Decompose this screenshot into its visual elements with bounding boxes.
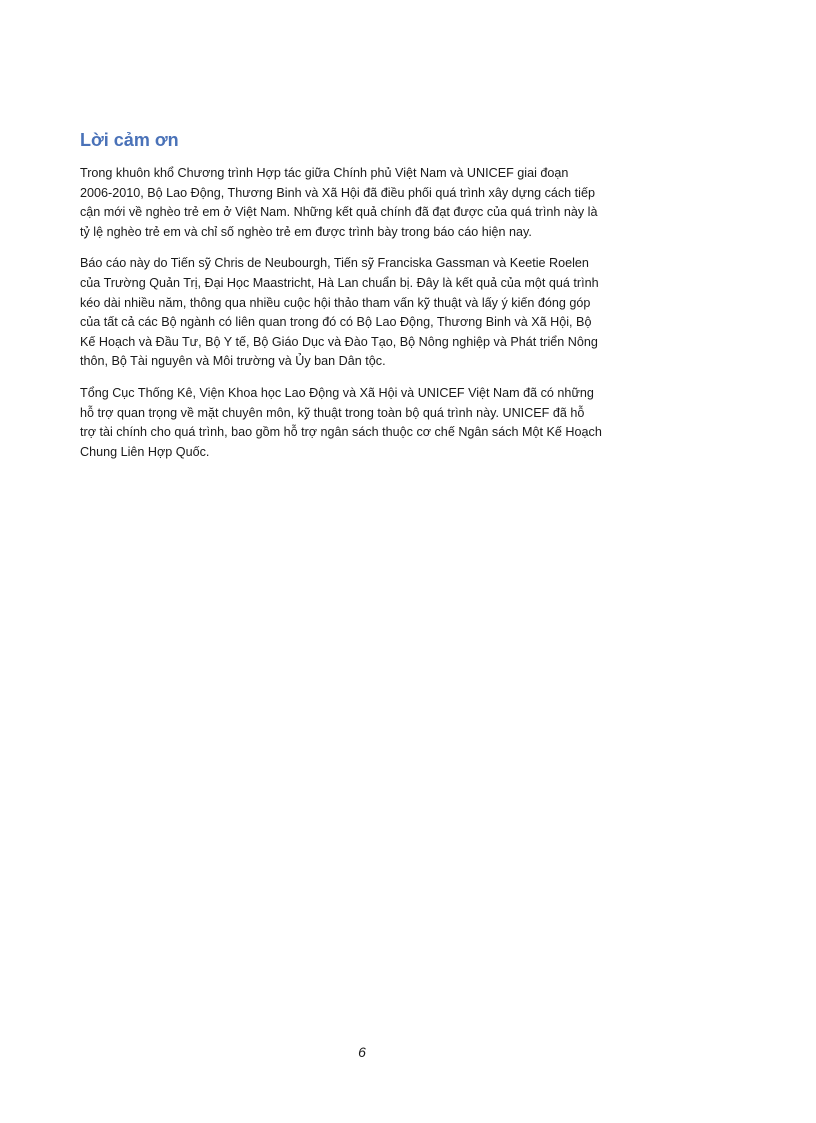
paragraph-line: kéo dài nhiều năm, thông qua nhiều cuộc hội thảo tham vấn kỹ thuật và lấy ý kiến đóng góp [80, 295, 591, 310]
paragraph-line: Tổng Cục Thống Kê, Viện Khoa học Lao Động và Xã Hội và UNICEF Việt Nam đã có những [80, 385, 594, 400]
paragraph-line: 2006-2010, Bộ Lao Động, Thương Binh và Xã Hội đã điều phối quá trình xây dựng cách tiếp [80, 185, 595, 200]
paragraph-3 [80, 384, 650, 462]
paragraph-line: Kế Hoạch và Đầu Tư, Bộ Y tế, Bộ Giáo Dục và Đào Tạo, Bộ Nông nghiệp và Phát triển Nông [80, 334, 598, 349]
paragraph-line: Báo cáo này do Tiến sỹ Chris de Neubourgh, Tiến sỹ Franciska Gassman và Keetie Roelen [80, 256, 589, 271]
paragraph-line: của Trường Quản Trị, Đại Học Maastricht, Hà Lan chuẩn bị. Đây là kết quả của một quá trình [80, 275, 599, 290]
paragraph-2 [80, 254, 650, 372]
paragraph-line: Trong khuôn khổ Chương trình Hợp tác giữa Chính phủ Việt Nam và UNICEF giai đoạn [80, 166, 569, 180]
paragraph-1 [80, 164, 650, 242]
page-number: 6 [358, 1044, 366, 1060]
paragraph-line: thôn, Bộ Tài nguyên và Môi trường và Ủy ban Dân tộc. [80, 354, 386, 369]
paragraph-line: hỗ trợ quan trọng về mặt chuyên môn, kỹ thuật trong toàn bộ quá trình này. UNICEF đã hỗ [80, 405, 585, 420]
paragraph-line: tỷ lệ nghèo trẻ em và chỉ số nghèo trẻ em được trình bày trong báo cáo hiện nay. [80, 224, 532, 239]
paragraph-line: Chung Liên Hợp Quốc. [80, 444, 210, 459]
paragraph-line: cận mới về nghèo trẻ em ở Việt Nam. Những kết quả chính đã đạt được của quá trình này là [80, 205, 598, 220]
page-title: Lời cảm ơn [80, 130, 179, 150]
paragraph-line: trợ tài chính cho quá trình, bao gồm hỗ trợ ngân sách thuộc cơ chế Ngân sách Một Kế Hoạch [80, 425, 602, 440]
page-content [80, 128, 650, 474]
paragraph-line: của tất cả các Bộ ngành có liên quan trong đó có Bộ Lao Động, Thương Binh và Xã Hội, Bộ [80, 315, 592, 330]
